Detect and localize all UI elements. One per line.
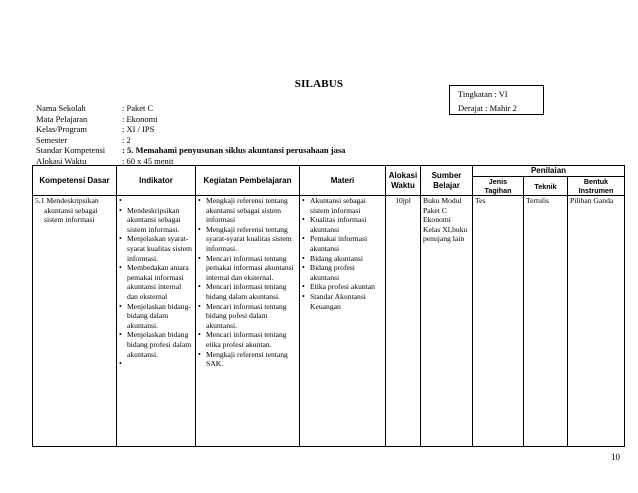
materi-item: • Bidang profesi akuntansi: [302, 263, 383, 282]
info-row: [36, 135, 345, 146]
cell-jenis: Tes: [473, 196, 524, 447]
kegiatan-item: • Mencari informasi tentang etika profesi akuntan.: [198, 330, 297, 349]
cell-bentuk: Pilihan Ganda: [568, 196, 625, 447]
header-jenis: Jenis Tagihan: [473, 177, 524, 196]
info-block: [36, 103, 345, 166]
header-teknik: Teknik: [524, 177, 568, 196]
info-label: Alokasi Waktu: [36, 155, 87, 166]
level-box: [449, 85, 544, 115]
page-number: 10: [611, 452, 620, 462]
cell-teknik: Tertulis: [524, 196, 568, 447]
kegiatan-item: • Mengkaji referensi tentang SAK.: [198, 350, 297, 369]
cell-kegiatan: [196, 196, 300, 447]
table-row: [33, 196, 625, 447]
header-kompetensi: Kompetensi Dasar: [33, 166, 117, 196]
info-label: Nama Sekolah: [36, 103, 86, 113]
level-line-tingkatan: Tingkatan : VI: [458, 89, 508, 99]
header-materi: Materi: [300, 166, 386, 196]
indikator-item: • Menjelaskan bidang bidang profesi dalam akuntansi.: [119, 330, 193, 359]
info-label: Semester: [36, 134, 68, 145]
cell-sumber: Buku Modul Paket C Ekonomi Kelas XI,buku penujang lain: [421, 196, 473, 447]
info-value: : Paket C: [122, 103, 154, 113]
info-value: : XI / IPS: [122, 124, 155, 134]
materi-item: • Bidang akuntansi: [302, 254, 383, 264]
cell-indikator: [117, 196, 196, 447]
header-alokasi: Alokasi Waktu: [386, 166, 421, 196]
kegiatan-item: • Mencari informasi tentang bidang pofesi dalam akuntansi.: [198, 302, 297, 331]
info-value: : 2: [122, 134, 131, 145]
indikator-item: • Mendeskripsikan akuntansi sebagai sistem informasi.: [119, 206, 193, 235]
info-label: Mata Pelajaran: [36, 113, 88, 124]
kegiatan-item: • Mengkaji referensi tentang syarat-syarat kualitas sistem informasi.: [198, 225, 297, 254]
indikator-item: [119, 359, 193, 369]
info-value: : 60 x 45 menit: [122, 155, 174, 166]
level-line-derajat: Derajat : Mahir 2: [458, 103, 517, 113]
info-row: [36, 103, 345, 114]
header-penilaian: Penilaian: [473, 166, 625, 177]
info-value: : Ekonomi: [122, 113, 158, 124]
materi-item: • Akuntansi sebagai sistem informasi: [302, 196, 383, 215]
indikator-list: [119, 196, 193, 369]
indikator-item: • Membedakan antara pemakai informasi akuntansi internal dan eksternal: [119, 263, 193, 301]
materi-list: [302, 196, 383, 311]
indikator-item: • Menjelaskan syarat-syarat kualitas sistem informasi.: [119, 234, 193, 263]
header-indikator: Indikator: [117, 166, 196, 196]
kegiatan-item: • Mencari informasi tentang pemakai informasi akuntansi internal dan eksternal.: [198, 254, 297, 283]
cell-materi: [300, 196, 386, 447]
info-row: [36, 114, 345, 125]
cell-alokasi: 10jpl: [386, 196, 421, 447]
syllabus-table: [32, 165, 625, 447]
kompetensi-text: 5.1 Mendeskripsikan akuntansi sebagai sistem informasi: [35, 196, 99, 225]
kegiatan-item: • Mengkaji referensi tentang akuntansi sebagai sistem informasi: [198, 196, 297, 225]
info-label: Standar Kompetensi: [36, 145, 106, 155]
info-label: Kelas/Program: [36, 124, 87, 134]
indikator-item: [119, 196, 193, 206]
header-sumber: Sumber Belajar: [421, 166, 473, 196]
materi-item: • Etika profesi akuntan: [302, 282, 383, 292]
indikator-item: • Menjelaskan bidang-bidang dalam akuntansi.: [119, 302, 193, 331]
kegiatan-item: • Mencari informasi tentang bidang dalam akuntansi.: [198, 282, 297, 301]
info-value: : 5. Memahami penyusunan siklus akuntansi perusahaan jasa: [122, 145, 346, 155]
page-title: SILABUS: [294, 78, 344, 90]
materi-item: • Kualitas informasi akuntansi: [302, 215, 383, 234]
kegiatan-list: [198, 196, 297, 369]
info-row: [36, 124, 345, 135]
header-bentuk: Bentuk Instrumen: [568, 177, 625, 196]
header-kegiatan: Kegiatan Pembelajaran: [196, 166, 300, 196]
info-row: [36, 145, 345, 156]
materi-item: • Standar Akuntansi Keuangan: [302, 292, 383, 311]
materi-item: • Pemakai informasi akuntansi: [302, 234, 383, 253]
cell-kompetensi: [33, 196, 117, 447]
